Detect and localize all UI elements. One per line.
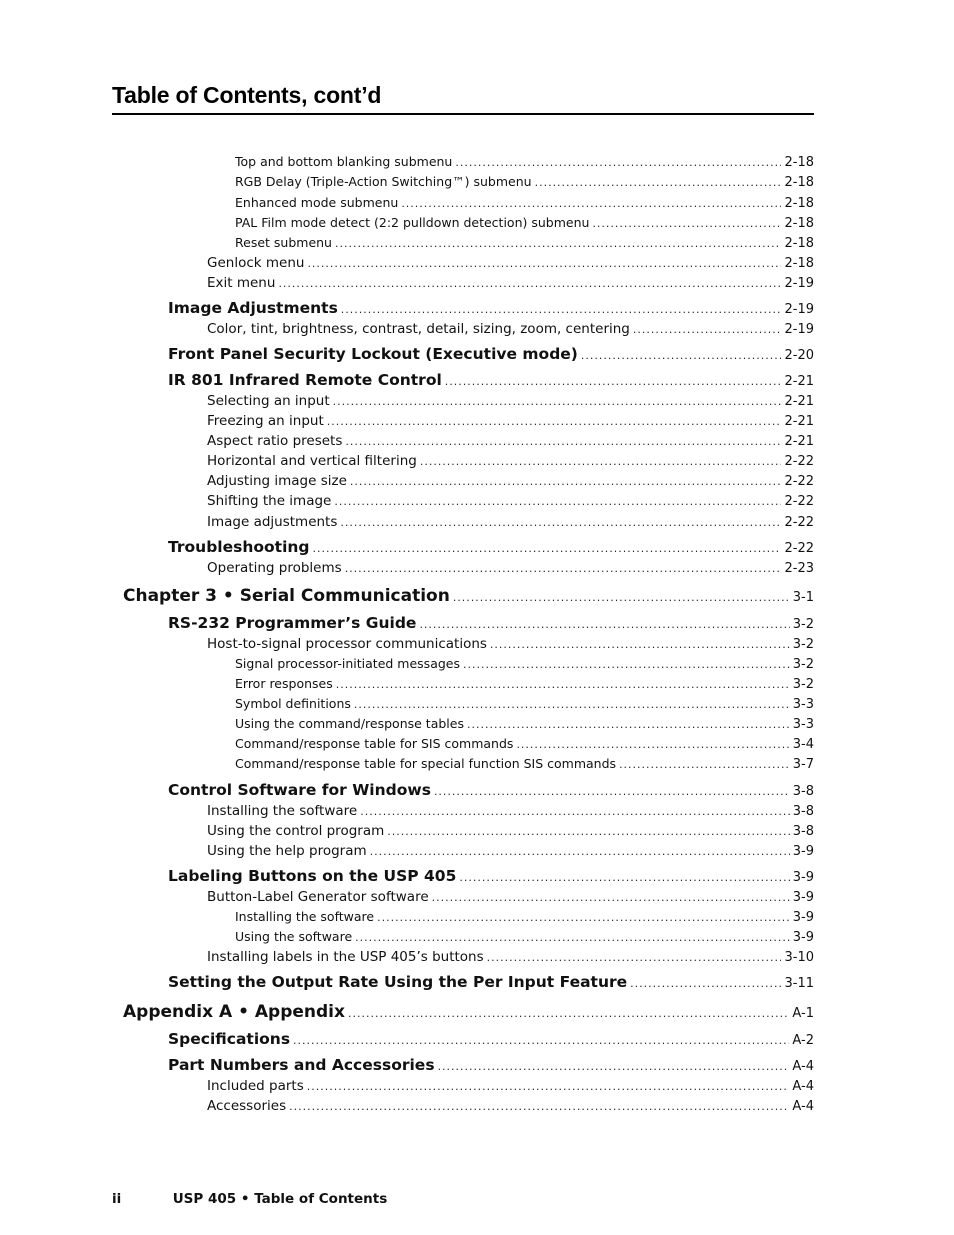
toc-entry-label: Using the help program bbox=[207, 843, 367, 859]
toc-entry-page: A-2 bbox=[792, 1033, 814, 1048]
title-divider bbox=[112, 113, 814, 115]
toc-entry-page: 3-7 bbox=[792, 757, 814, 772]
toc-entry-sub bbox=[207, 636, 814, 652]
toc-leader-dots bbox=[455, 156, 781, 169]
toc-leader-dots bbox=[293, 1034, 789, 1047]
toc-entry-chapter bbox=[123, 586, 814, 606]
toc-entry-label: Top and bottom blanking submenu bbox=[235, 154, 453, 169]
toc-entry-label: Image Adjustments bbox=[168, 299, 338, 317]
toc-entry-page: 3-8 bbox=[792, 824, 814, 839]
toc-leader-dots bbox=[360, 805, 790, 818]
toc-entry-subsub bbox=[235, 909, 814, 925]
toc-entry-label: Image adjustments bbox=[207, 514, 338, 530]
toc-entry-page: 2-18 bbox=[784, 216, 814, 231]
toc-entry-label: Operating problems bbox=[207, 560, 342, 576]
toc-entry-page: 3-3 bbox=[792, 717, 814, 732]
toc-entry-page: A-4 bbox=[792, 1099, 814, 1114]
toc-entry-page: 3-4 bbox=[792, 737, 814, 752]
toc-entry-label: Installing the software bbox=[207, 803, 358, 819]
page-title: Table of Contents, cont’d bbox=[112, 82, 382, 108]
toc-entry-label: Exit menu bbox=[207, 275, 276, 291]
toc-entry-page: 2-18 bbox=[784, 256, 814, 271]
toc-entry-sub bbox=[207, 433, 814, 449]
toc-entry-subsub bbox=[235, 929, 814, 945]
toc-entry-subsub bbox=[235, 736, 814, 752]
toc-entry-label: RGB Delay (Triple-Action Switching™) submenu bbox=[235, 174, 532, 189]
toc-entry-label: Using the software bbox=[235, 929, 353, 944]
footer-page-number: ii bbox=[112, 1191, 122, 1207]
toc-entry-sub bbox=[207, 413, 814, 429]
toc-leader-dots bbox=[313, 542, 782, 555]
toc-leader-dots bbox=[345, 562, 782, 575]
toc-leader-dots bbox=[467, 718, 790, 731]
toc-leader-dots bbox=[630, 977, 781, 990]
toc-entry-label: Appendix A • Appendix bbox=[123, 1002, 345, 1022]
toc-entry-page: A-1 bbox=[792, 1006, 814, 1021]
toc-leader-dots bbox=[619, 758, 790, 771]
toc-entry-section bbox=[168, 1030, 814, 1048]
toc-entry-sub bbox=[207, 255, 814, 271]
toc-entry-label: Chapter 3 • Serial Communication bbox=[123, 586, 450, 606]
toc-entry-page: 2-22 bbox=[784, 454, 814, 469]
toc-entry-label: Enhanced mode submenu bbox=[235, 195, 399, 210]
toc-entry-subsub bbox=[235, 235, 814, 251]
toc-leader-dots bbox=[453, 591, 790, 604]
toc-leader-dots bbox=[370, 845, 790, 858]
toc-entry-page: 3-2 bbox=[792, 617, 814, 632]
toc-entry-page: 3-2 bbox=[792, 657, 814, 672]
toc-leader-dots bbox=[516, 738, 789, 751]
toc-entry-section bbox=[168, 867, 814, 885]
toc-entry-label: Selecting an input bbox=[207, 393, 330, 409]
toc-entry-label: Host-to-signal processor communications bbox=[207, 636, 487, 652]
toc-entry-page: 3-1 bbox=[792, 590, 814, 605]
toc-entry-page: 3-9 bbox=[792, 844, 814, 859]
toc-leader-dots bbox=[307, 257, 781, 270]
toc-leader-dots bbox=[307, 1080, 790, 1093]
toc-entry-sub bbox=[207, 803, 814, 819]
toc-entry-sub bbox=[207, 949, 814, 965]
toc-entry-label: Command/response table for special function SIS commands bbox=[235, 756, 617, 771]
toc-leader-dots bbox=[463, 658, 790, 671]
toc-entry-page: 3-9 bbox=[792, 870, 814, 885]
toc-entry-page: 2-19 bbox=[784, 322, 814, 337]
toc-leader-dots bbox=[341, 303, 782, 316]
toc-leader-dots bbox=[432, 891, 790, 904]
toc-entry-page: 2-20 bbox=[784, 348, 814, 363]
toc-entry-sub bbox=[207, 453, 814, 469]
toc-entry-page: 2-18 bbox=[784, 236, 814, 251]
toc-entry-page: 3-9 bbox=[792, 930, 814, 945]
toc-entry-sub bbox=[207, 1078, 814, 1094]
toc-entry-sub bbox=[207, 393, 814, 409]
toc-leader-dots bbox=[420, 455, 782, 468]
toc-entry-page: 3-10 bbox=[784, 950, 814, 965]
toc-entry-page: 3-3 bbox=[792, 697, 814, 712]
toc-entry-label: Shifting the image bbox=[207, 493, 332, 509]
toc-entry-page: 2-22 bbox=[784, 474, 814, 489]
toc-entry-label: Genlock menu bbox=[207, 255, 305, 271]
toc-entry-page: 2-22 bbox=[784, 541, 814, 556]
toc-entry-page: 2-19 bbox=[784, 276, 814, 291]
toc-entry-page: 2-19 bbox=[784, 302, 814, 317]
toc-entry-subsub bbox=[235, 154, 814, 170]
toc-entry-page: 2-21 bbox=[784, 374, 814, 389]
toc-entry-page: 2-22 bbox=[784, 515, 814, 530]
toc-entry-page: 2-22 bbox=[784, 494, 814, 509]
toc-leader-dots bbox=[419, 618, 789, 631]
toc-entry-label: Color, tint, brightness, contrast, detail, sizing, zoom, centering bbox=[207, 321, 630, 337]
footer-text: USP 405 • Table of Contents bbox=[172, 1191, 388, 1207]
toc-leader-dots bbox=[354, 698, 790, 711]
toc-leader-dots bbox=[459, 871, 789, 884]
toc-entry-label: Included parts bbox=[207, 1078, 304, 1094]
toc-leader-dots bbox=[445, 375, 782, 388]
toc-entry-page: A-4 bbox=[792, 1079, 814, 1094]
toc-entry-section bbox=[168, 345, 814, 363]
toc-entry-section bbox=[168, 781, 814, 799]
toc-entry-sub bbox=[207, 1098, 814, 1114]
toc-entry-label: Troubleshooting bbox=[168, 538, 310, 556]
toc-leader-dots bbox=[350, 475, 782, 488]
toc-entry-label: Using the control program bbox=[207, 823, 385, 839]
toc-entry-label: Error responses bbox=[235, 676, 333, 691]
toc-entry-page: 3-9 bbox=[792, 910, 814, 925]
toc-entry-label: Setting the Output Rate Using the Per Input Feature bbox=[168, 973, 628, 991]
toc-leader-dots bbox=[289, 1100, 789, 1113]
toc-entry-label: PAL Film mode detect (2:2 pulldown detection) submenu bbox=[235, 215, 590, 230]
toc-entry-chapter bbox=[123, 1002, 814, 1022]
toc-entry-label: Adjusting image size bbox=[207, 473, 347, 489]
toc-leader-dots bbox=[333, 395, 782, 408]
toc-entry-subsub bbox=[235, 656, 814, 672]
toc-leader-dots bbox=[581, 349, 782, 362]
toc-entry-label: Symbol definitions bbox=[235, 696, 351, 711]
toc-entry-sub bbox=[207, 843, 814, 859]
toc-entry-label: Reset submenu bbox=[235, 235, 332, 250]
toc-leader-dots bbox=[434, 785, 790, 798]
toc-entry-page: 3-2 bbox=[792, 677, 814, 692]
page-footer bbox=[112, 1191, 387, 1207]
toc-entry-page: 2-21 bbox=[784, 394, 814, 409]
toc-entry-label: Signal processor-initiated messages bbox=[235, 656, 460, 671]
toc-leader-dots bbox=[633, 323, 782, 336]
toc-entry-label: Aspect ratio presets bbox=[207, 433, 343, 449]
toc-entry-label: Front Panel Security Lockout (Executive mode) bbox=[168, 345, 578, 363]
toc-leader-dots bbox=[355, 931, 790, 944]
toc-entry-label: Control Software for Windows bbox=[168, 781, 431, 799]
toc-entry-label: Part Numbers and Accessories bbox=[168, 1056, 435, 1074]
toc-leader-dots bbox=[340, 516, 781, 529]
toc-entry-page: 2-21 bbox=[784, 434, 814, 449]
toc-leader-dots bbox=[487, 951, 782, 964]
toc-entry-label: Installing labels in the USP 405’s buttons bbox=[207, 949, 484, 965]
toc-entry-page: 2-21 bbox=[784, 414, 814, 429]
toc-entry-page: A-4 bbox=[792, 1059, 814, 1074]
toc-leader-dots bbox=[345, 435, 781, 448]
toc-entry-sub bbox=[207, 473, 814, 489]
toc-entry-subsub bbox=[235, 195, 814, 211]
toc-leader-dots bbox=[335, 237, 782, 250]
toc-entry-subsub bbox=[235, 696, 814, 712]
toc-entry-section bbox=[168, 538, 814, 556]
toc-entry-label: Labeling Buttons on the USP 405 bbox=[168, 867, 457, 885]
toc-entry-page: 3-9 bbox=[792, 890, 814, 905]
toc-entry-subsub bbox=[235, 756, 814, 772]
toc-entry-section bbox=[168, 299, 814, 317]
toc-entry-label: Using the command/response tables bbox=[235, 716, 464, 731]
toc-entry-section bbox=[168, 371, 814, 389]
toc-entry-page: 3-8 bbox=[792, 804, 814, 819]
toc-entry-label: Command/response table for SIS commands bbox=[235, 736, 514, 751]
toc-leader-dots bbox=[336, 678, 790, 691]
toc-entry-sub bbox=[207, 823, 814, 839]
toc-leader-dots bbox=[490, 638, 790, 651]
toc-leader-dots bbox=[387, 825, 790, 838]
toc-entry-subsub bbox=[235, 716, 814, 732]
toc-entry-page: 3-2 bbox=[792, 637, 814, 652]
toc-leader-dots bbox=[334, 495, 781, 508]
toc-entry-subsub bbox=[235, 215, 814, 231]
toc-entry-page: 2-18 bbox=[784, 175, 814, 190]
toc-leader-dots bbox=[438, 1060, 790, 1073]
toc-entry-label: Accessories bbox=[207, 1098, 287, 1114]
toc-entry-section bbox=[168, 973, 814, 991]
toc-entry-sub bbox=[207, 275, 814, 291]
toc-entry-label: Freezing an input bbox=[207, 413, 324, 429]
toc-entry-section bbox=[168, 614, 814, 632]
toc-entry-page: 3-11 bbox=[784, 976, 814, 991]
toc-entry-label: Installing the software bbox=[235, 909, 375, 924]
toc-entry-label: RS-232 Programmer’s Guide bbox=[168, 614, 417, 632]
toc-leader-dots bbox=[592, 217, 781, 230]
toc-leader-dots bbox=[348, 1007, 789, 1020]
toc-entry-label: IR 801 Infrared Remote Control bbox=[168, 371, 442, 389]
toc-leader-dots bbox=[327, 415, 782, 428]
toc-entry-sub bbox=[207, 321, 814, 337]
toc-entry-page: 2-18 bbox=[784, 196, 814, 211]
toc-entry-label: Horizontal and vertical filtering bbox=[207, 453, 417, 469]
toc-leader-dots bbox=[401, 197, 781, 210]
toc-leader-dots bbox=[535, 176, 782, 189]
toc-leader-dots bbox=[377, 911, 790, 924]
toc-entry-subsub bbox=[235, 676, 814, 692]
toc-leader-dots bbox=[278, 277, 781, 290]
toc-entry-page: 2-23 bbox=[784, 561, 814, 576]
toc-entry-sub bbox=[207, 560, 814, 576]
toc-entry-sub bbox=[207, 514, 814, 530]
toc-entry-page: 3-8 bbox=[792, 784, 814, 799]
toc-entry-sub bbox=[207, 493, 814, 509]
toc-entry-section bbox=[168, 1056, 814, 1074]
toc-entry-label: Button-Label Generator software bbox=[207, 889, 429, 905]
toc-entry-sub bbox=[207, 889, 814, 905]
toc-entry-subsub bbox=[235, 174, 814, 190]
toc-entry-label: Specifications bbox=[168, 1030, 291, 1048]
toc-entry-page: 2-18 bbox=[784, 155, 814, 170]
